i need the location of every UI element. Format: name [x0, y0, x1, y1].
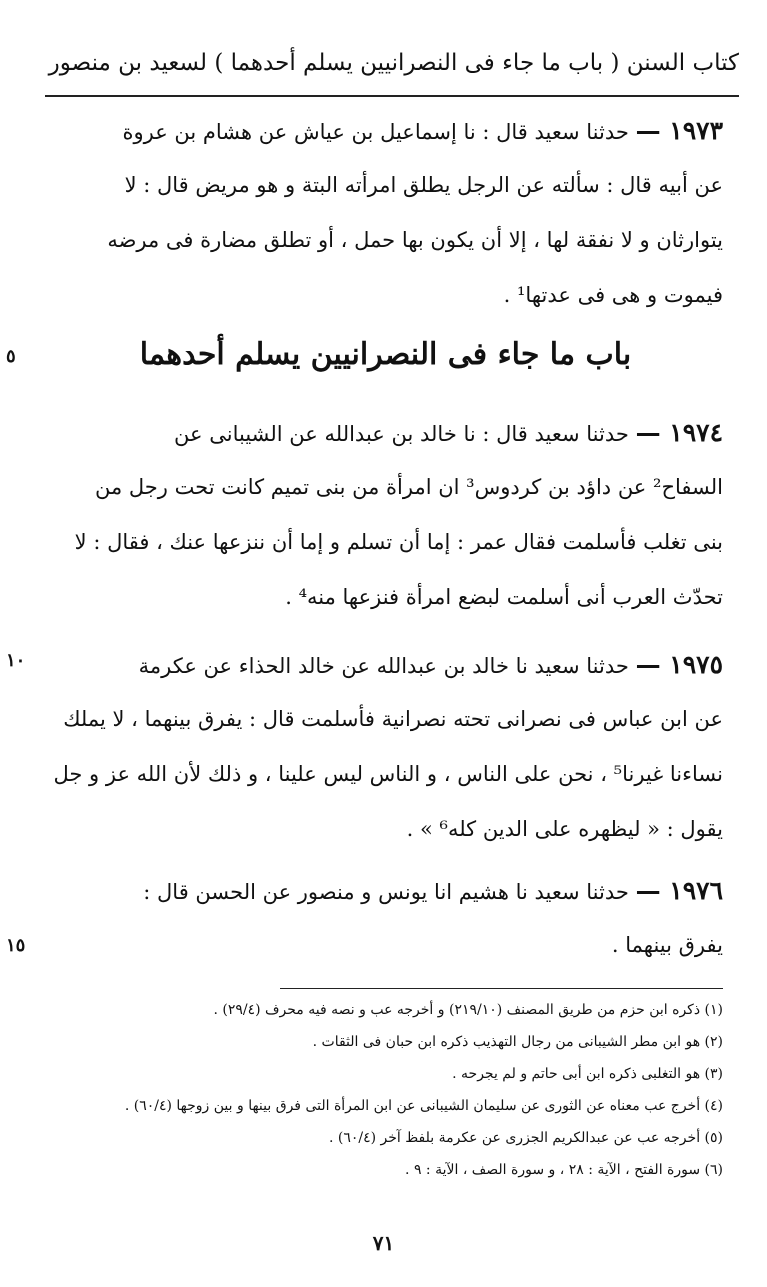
page-number: ٧١ [372, 1231, 395, 1255]
line-number-margin: ١٥ [6, 935, 26, 956]
text-line: السفاح² عن داؤد بن كردوس³ ان امرأة من بنى تميم كانت تحت رجل من [94, 475, 723, 499]
text-line: تحدّث العرب أنى أسلمت لبضع امرأة فنزعها منه⁴ . [285, 585, 723, 609]
hadith-number: ١٩٧٤ — [635, 418, 723, 447]
hadith-1976 [48, 863, 723, 973]
footnotes [90, 994, 723, 1186]
footnote-rule [280, 988, 723, 989]
hadith-1975 [48, 637, 723, 857]
text-line: عن ابن عباس فى نصرانى تحته نصرانية فأسلمت قال : يفرق بينهما ، لا يملك [63, 707, 723, 731]
footnote: (١) ذكره ابن حزم من طريق المصنف (٢١٩/١٠) و أخرجه عب و نصه فيه محرف (٢٩/٤) . [213, 1002, 723, 1018]
hadith-number: ١٩٧٦ — [635, 876, 723, 905]
text-line: ١٩٧٤ — حدثنا سعيد قال : نا خالد بن عبدالله عن الشيبانى عن [174, 418, 723, 447]
header-rule [45, 95, 739, 97]
text-line: ١٩٧٣ — حدثنا سعيد قال : نا إسماعيل بن عياش عن هشام بن عروة [122, 116, 723, 145]
footnote: (٦) سورة الفتح ، الآية : ٢٨ ، و سورة الصف ، الآية : ٩ . [405, 1162, 723, 1178]
text-line: ١٩٧٦ — حدثنا سعيد نا هشيم انا يونس و منصور عن الحسن قال : [143, 876, 723, 905]
text-line: فيموت و هى فى عدتها¹ . [503, 283, 723, 307]
text-line: يفرق بينهما . [611, 933, 723, 957]
hadith-number: ١٩٧٥ — [635, 650, 723, 679]
text-line: بنى تغلب فأسلمت فقال عمر : إما أن تسلم و إما أن ننزعها عنك ، فقال : لا [74, 530, 723, 554]
text-line: يقول : « ليظهره على الدين كله⁶ » . [406, 817, 723, 841]
footnote: (٢) هو ابن مطر الشيبانى من رجال التهذيب ذكره ابن حبان فى الثقات . [312, 1034, 723, 1050]
hadith-number: ١٩٧٣ — [635, 116, 723, 145]
hadith-1974 [48, 405, 723, 625]
footnote: (٤) أخرج عب معناه عن الثورى عن سليمان الشيبانى عن ابن المرأة التى فرق بينها و بين زوجها (٦٠/٤) . [124, 1098, 723, 1114]
hadith-1973 [48, 103, 723, 323]
line-number-margin: ٥ [6, 346, 16, 367]
running-header: كتاب السنن ( باب ما جاء فى النصرانيين يسلم أحدهما ) لسعيد بن منصور [48, 50, 739, 76]
footnote: (٥) أخرجه عب عن عبدالكريم الجزرى عن عكرمة بلفظ آخر (٦٠/٤) . [328, 1130, 723, 1146]
text-line: عن أبيه قال : سألته عن الرجل يطلق امرأته البتة و هو مريض قال : لا [124, 173, 723, 197]
text-line: نساءنا غيرنا⁵ ، نحن على الناس ، و الناس ليس علينا ، و ذلك لأن الله عز و جل [53, 762, 723, 786]
text-line: يتوارثان و لا نفقة لها ، إلا أن يكون بها حمل ، أو تطلق مضارة فى مرضه [107, 228, 723, 252]
section-title: باب ما جاء فى النصرانيين يسلم أحدهما [139, 337, 632, 372]
footnote: (٣) هو التغلبى ذكره ابن أبى حاتم و لم يجرحه . [452, 1066, 723, 1082]
text-line: ١٩٧٥ — حدثنا سعيد نا خالد بن عبدالله عن خالد الحذاء عن عكرمة [138, 650, 723, 679]
line-number-margin: ١٠ [6, 650, 26, 671]
